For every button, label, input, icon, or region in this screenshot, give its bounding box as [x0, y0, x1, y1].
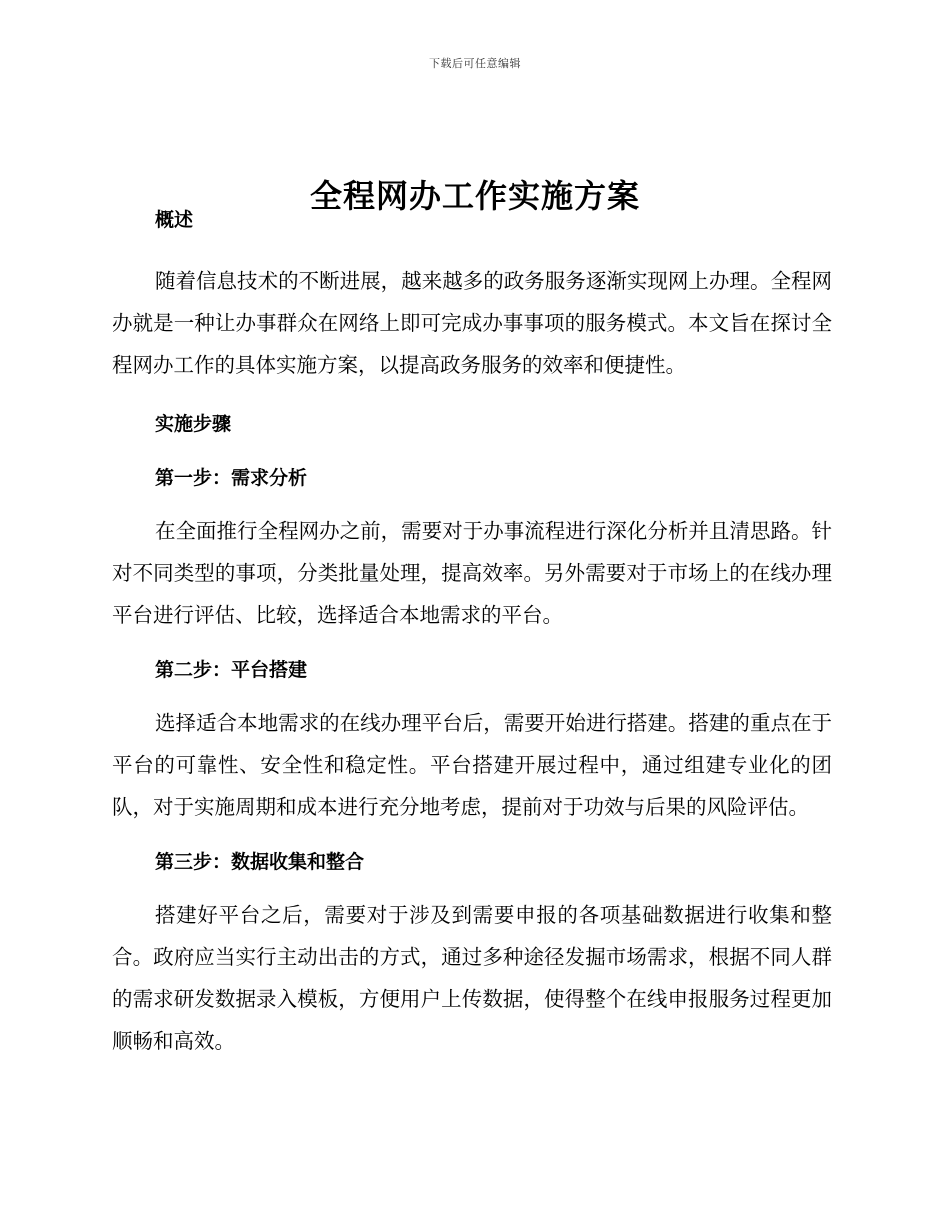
paragraph-step2: 选择适合本地需求的在线办理平台后，需要开始进行搭建。搭建的重点在于平台的可靠性、安全性和稳定性。平台搭建开展过程中，通过组建专业化的团队，对于实施周期和成本进行充分地考虑，提前对于功效与后果的风险评估。: [112, 711, 832, 819]
section-heading-step1: 第一步：需求分析: [155, 467, 308, 489]
paragraph-step1: 在全面推行全程网办之前，需要对于办事流程进行深化分析并且清思路。针对不同类型的事项，分类批量处理，提高效率。另外需要对于市场上的在线办理平台进行评估、比较，选择适合本地需求的平台。: [112, 519, 832, 627]
document-body: [112, 202, 832, 1062]
paragraph-step3: 搭建好平台之后，需要对于涉及到需要申报的各项基础数据进行收集和整合。政府应当实行主动出击的方式，通过多种途径发掘市场需求，根据不同人群的需求研发数据录入模板，方便用户上传数据，使得整个在线申报服务过程更加顺畅和高效。: [112, 903, 832, 1053]
section-heading-step3: 第三步：数据收集和整合: [155, 851, 365, 873]
section-heading-step2: 第二步：平台搭建: [155, 659, 308, 681]
header-note: 下载后可任意编辑: [429, 57, 521, 70]
section-heading-steps: 实施步骤: [155, 413, 232, 435]
section-heading-overview: 概述: [155, 209, 194, 231]
paragraph-overview: 随着信息技术的不断进展，越来越多的政务服务逐渐实现网上办理。全程网办就是一种让办事群众在网络上即可完成办事事项的服务模式。本文旨在探讨全程网办工作的具体实施方案，以提高政务服务的效率和便捷性。: [112, 269, 832, 377]
document-title: 全程网办工作实施方案: [309, 177, 640, 216]
